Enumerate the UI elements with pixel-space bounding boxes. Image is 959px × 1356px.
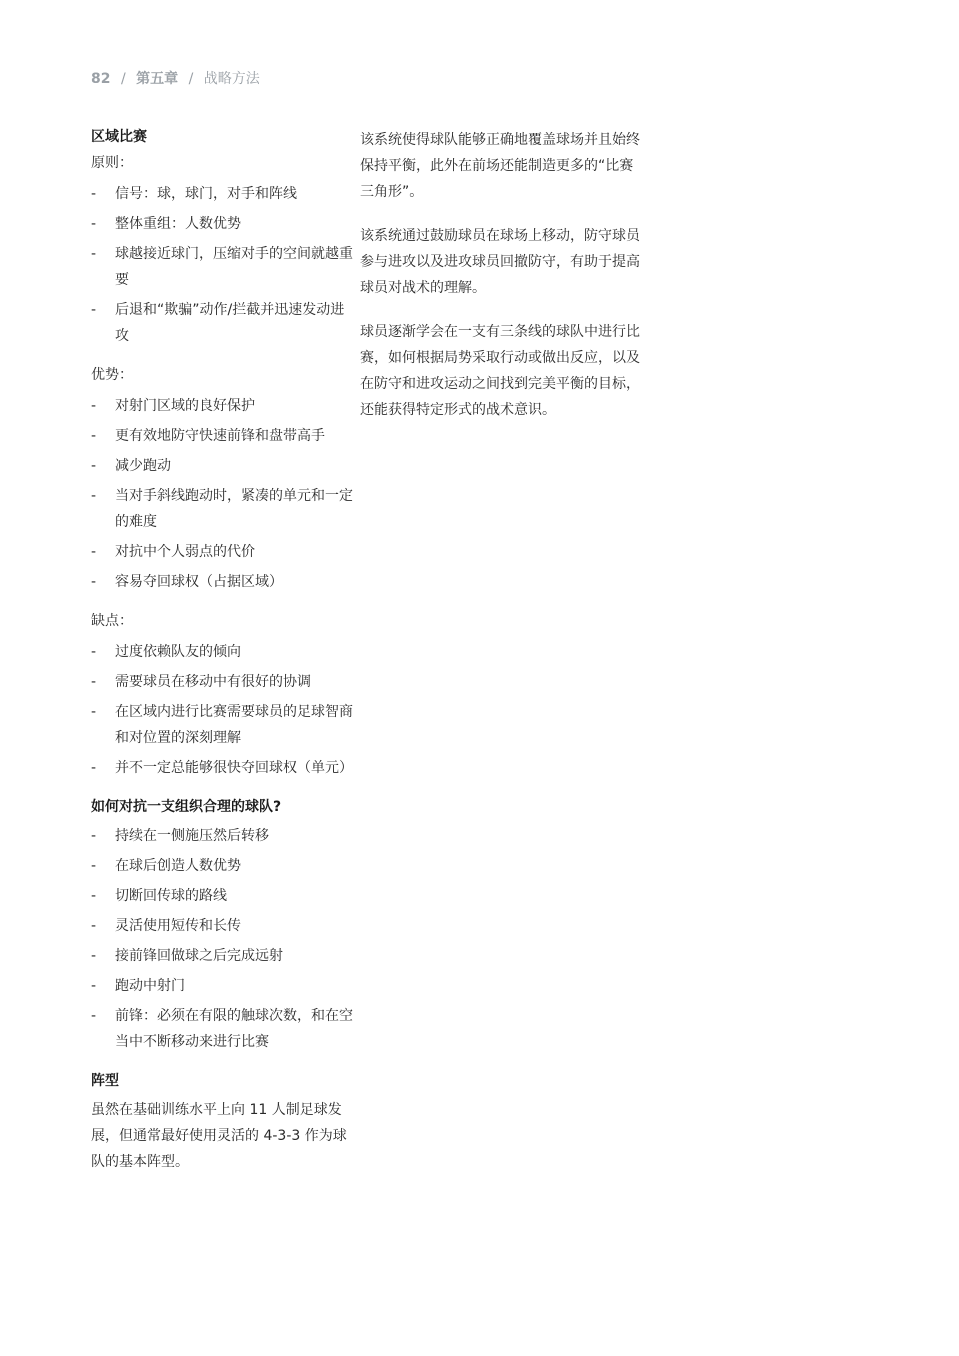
- disadvantages-label: 缺点：: [91, 613, 133, 629]
- body-paragraph: 该系统使得球队能够正确地覆盖球场并且始终保持平衡，此外在前场还能制造更多的“比赛三角形”。: [360, 132, 640, 200]
- header-separator: /: [120, 71, 126, 87]
- list-item: - 减少跑动: [91, 458, 171, 474]
- counter-list: [91, 823, 353, 1055]
- list-item: - 接前锋回做球之后完成远射: [91, 948, 283, 964]
- formation-heading: 阵型: [91, 1073, 119, 1089]
- list-item: - 灵活使用短传和长传: [91, 918, 241, 934]
- chapter-title: 第五章: [136, 71, 179, 87]
- formation-paragraph: 虽然在基础训练水平上向 11 人制足球发展，但通常最好使用灵活的 4-3-3 作为球队的基本阵型。: [91, 1102, 347, 1170]
- list-item: - 在区域内进行比赛需要球员的足球智商和对位置的深刻理解: [91, 704, 353, 746]
- zone-play-heading: 区域比赛: [91, 129, 147, 145]
- list-item: - 前锋：必须在有限的触球次数，和在空当中不断移动来进行比赛: [91, 1008, 353, 1050]
- list-item: - 信号：球，球门，对手和阵线: [91, 186, 297, 202]
- list-item: - 球越接近球门，压缩对手的空间就越重要: [91, 246, 353, 288]
- header-separator: /: [188, 71, 194, 87]
- right-column: [360, 127, 642, 441]
- list-item: - 对抗中个人弱点的代价: [91, 544, 255, 560]
- advantages-list: [91, 393, 353, 595]
- disadvantages-list: [91, 639, 353, 781]
- advantages-label: 优势：: [91, 367, 133, 383]
- list-item: - 整体重组：人数优势: [91, 216, 241, 232]
- list-item: - 切断回传球的路线: [91, 888, 227, 904]
- principles-label: 原则：: [91, 155, 133, 171]
- principles-list: [91, 181, 353, 349]
- left-column: [91, 127, 353, 1193]
- list-item: - 容易夺回球权（占据区域）: [91, 574, 283, 590]
- list-item: - 跑动中射门: [91, 978, 185, 994]
- list-item: - 持续在一侧施压然后转移: [91, 828, 269, 844]
- running-header: [91, 68, 260, 88]
- section-title: 战略方法: [203, 71, 260, 87]
- list-item: - 后退和“欺骗”动作/拦截并迅速发动进攻: [91, 302, 345, 344]
- page-number: 82: [91, 71, 111, 87]
- body-paragraph: 该系统通过鼓励球员在球场上移动，防守球员参与进攻以及进攻球员回撤防守，有助于提高球员对战术的理解。: [360, 228, 640, 296]
- list-item: - 当对手斜线跑动时，紧凑的单元和一定的难度: [91, 488, 353, 530]
- list-item: - 更有效地防守快速前锋和盘带高手: [91, 428, 325, 444]
- list-item: - 在球后创造人数优势: [91, 858, 241, 874]
- body-paragraph: 球员逐渐学会在一支有三条线的球队中进行比赛，如何根据局势采取行动或做出反应，以及在防守和进攻运动之间找到完美平衡的目标，还能获得特定形式的战术意识。: [360, 324, 640, 418]
- list-item: - 并不一定总能够很快夺回球权（单元）: [91, 760, 353, 776]
- list-item: - 需要球员在移动中有很好的协调: [91, 674, 311, 690]
- list-item: - 对射门区域的良好保护: [91, 398, 255, 414]
- counter-heading: 如何对抗一支组织合理的球队?: [91, 799, 282, 815]
- list-item: - 过度依赖队友的倾向: [91, 644, 241, 660]
